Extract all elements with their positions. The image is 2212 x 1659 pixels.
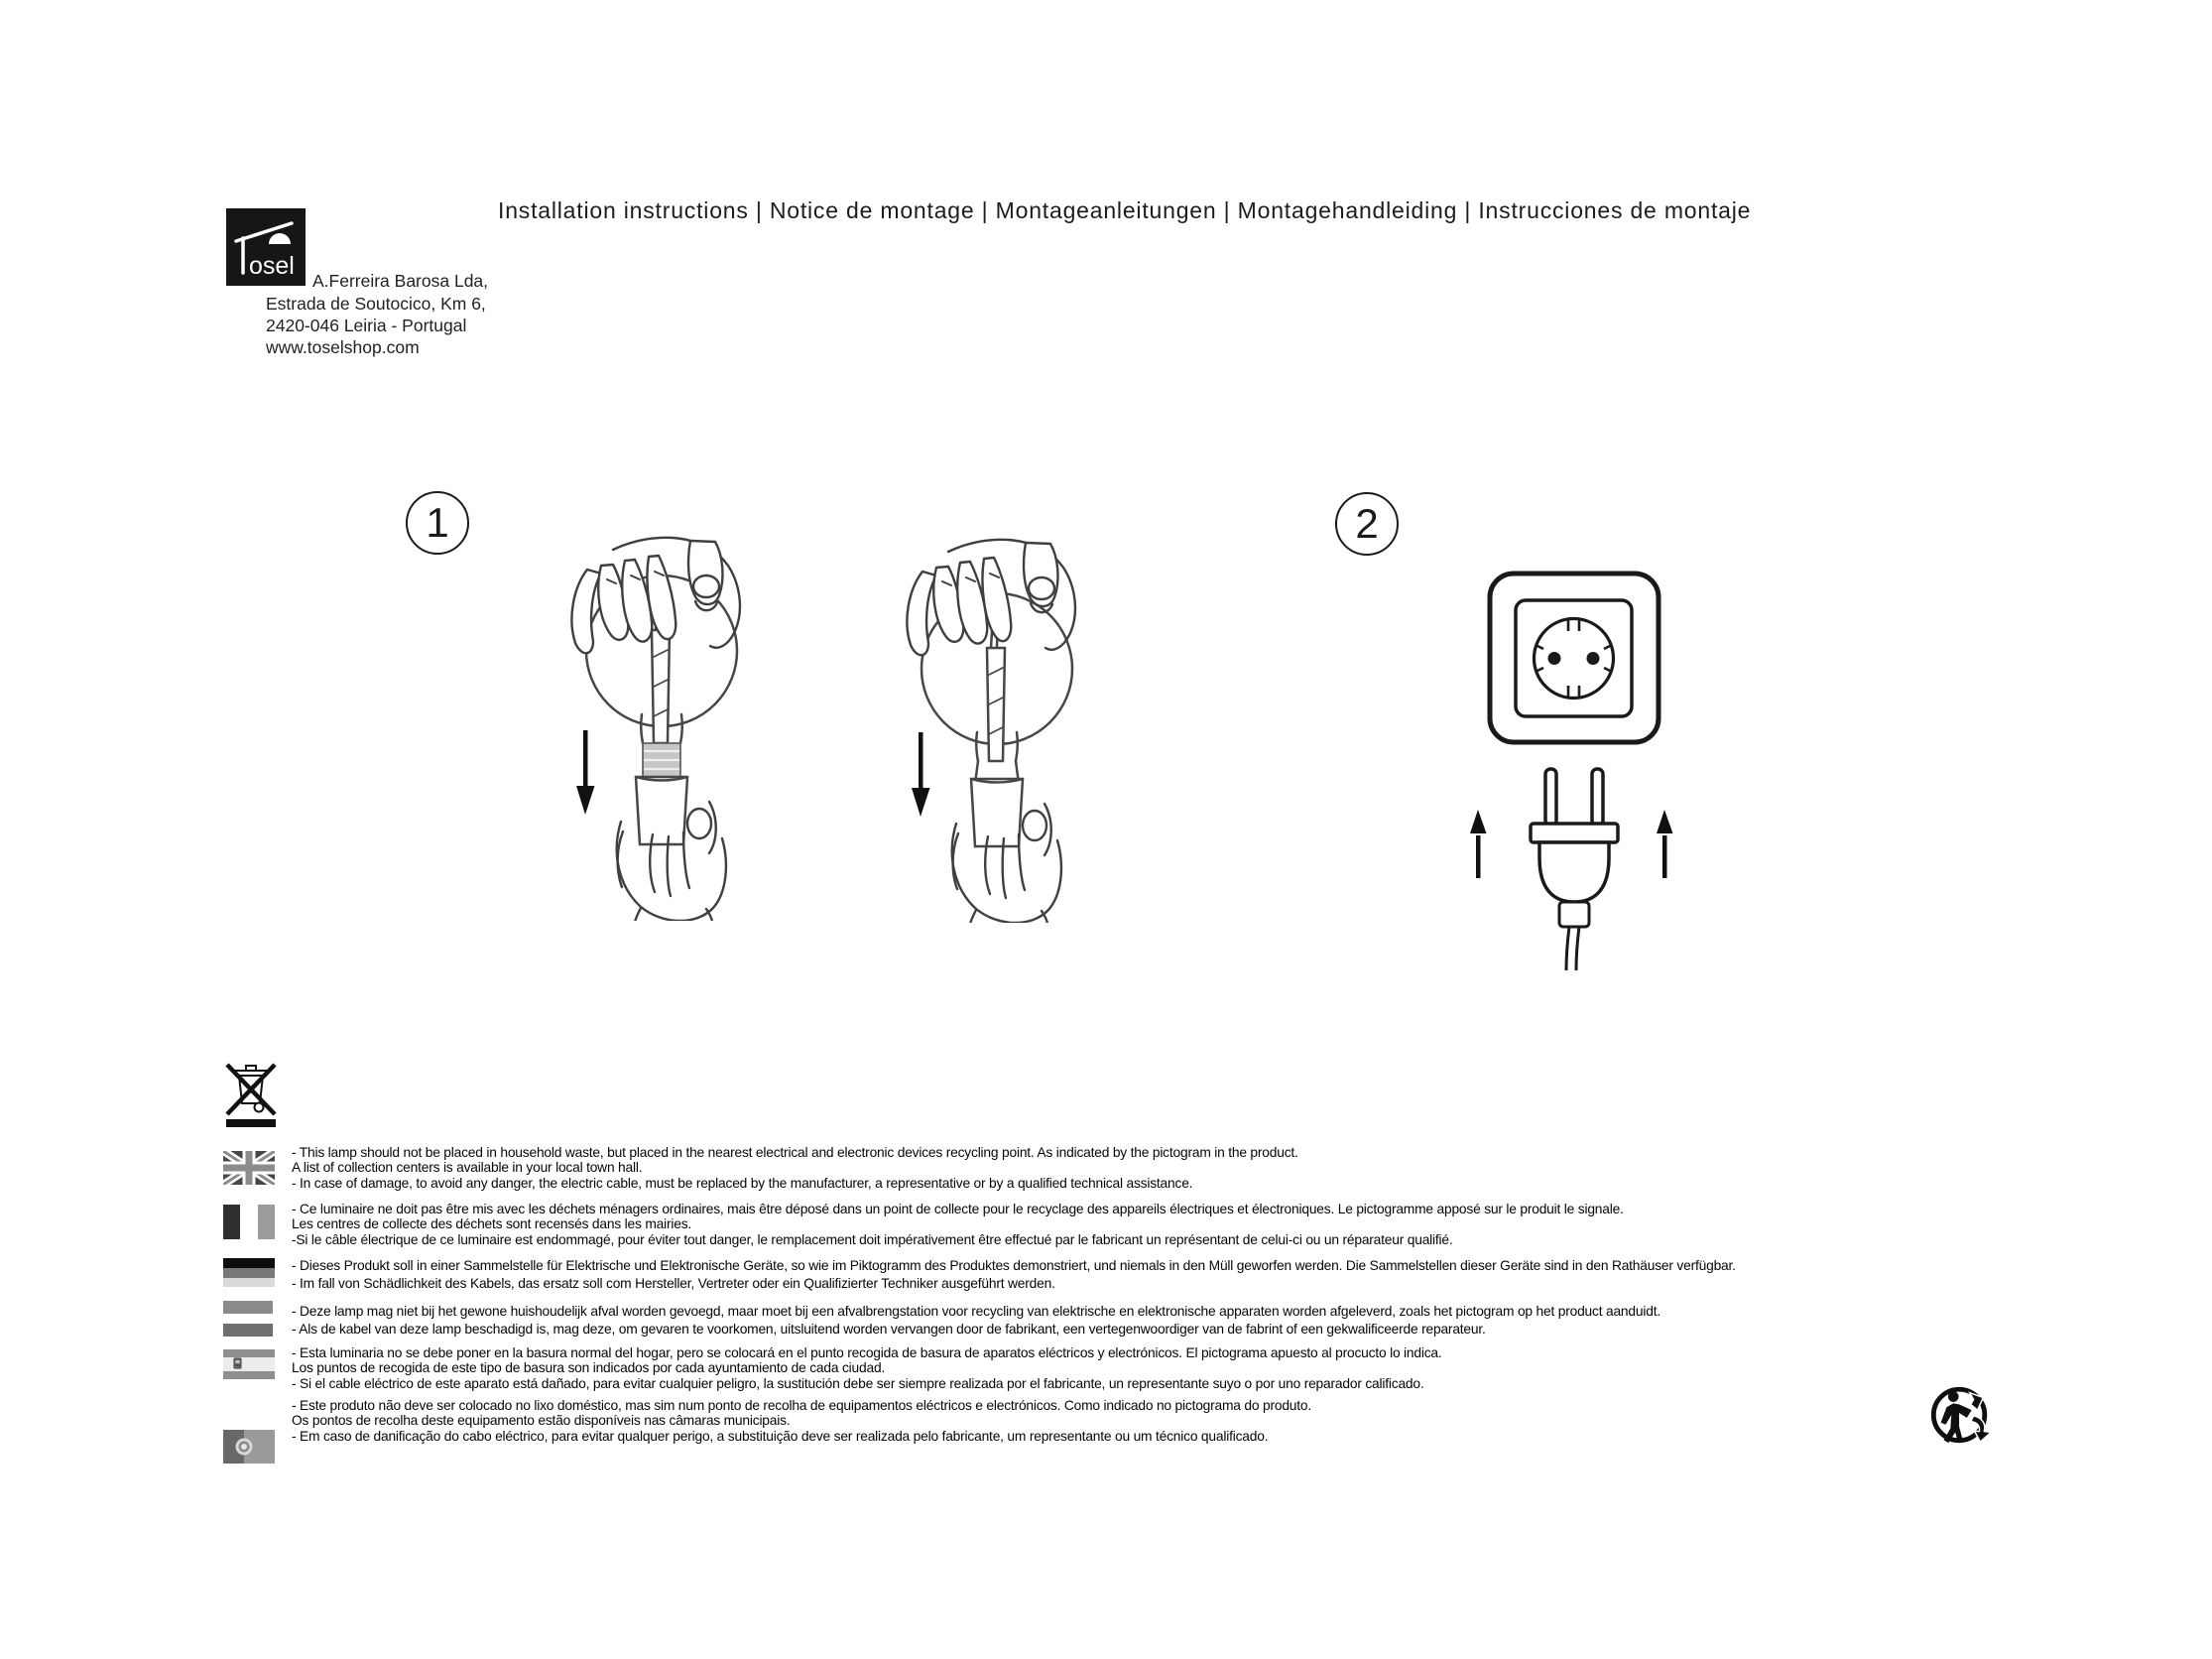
notice-line: A list of collection centers is available in your local town hall.	[292, 1160, 643, 1176]
bulb-insert-illustration-2	[893, 536, 1091, 928]
step-1-number: 1	[426, 499, 449, 546]
notice-portuguese	[292, 1398, 1311, 1444]
notice-line: - Als de kabel van deze lamp beschadigd is, mag deze, om gevaren te voorkomen, uitsluitend worden vervangen door de fabrikant, een vertegenwoordiger van de fabrint of een gekwalificeerde reparateur.	[292, 1322, 1486, 1338]
page-title: Installation instructions | Notice de montage | Montageanleitungen | Montagehandleiding | Instrucciones de montaje	[498, 197, 1752, 223]
step-1-badge	[406, 491, 469, 555]
france-flag-icon	[223, 1205, 275, 1239]
logo-brand-text: osel	[249, 252, 295, 280]
notice-line: - Ce luminaire ne doit pas être mis avec les déchets ménagers ordinaires, mais être déposé dans un point de collecte pour le recyclage des appareils électriques et électroniques. Le pictogramme apposé sur le produit le signale.	[292, 1202, 1624, 1216]
notice-line: - In case of damage, to avoid any danger, the electric cable, must be replaced by the manufacturer, a representative or by a qualified technical assistance.	[292, 1175, 1193, 1191]
triman-logo	[1927, 1381, 1995, 1454]
spain-coat-of-arms-icon	[233, 1357, 242, 1375]
step-2-badge	[1335, 492, 1399, 556]
hand-screwing-bulb-icon	[893, 536, 1091, 923]
tosel-logo	[226, 208, 306, 291]
crossed-out-wheelie-bin-icon	[224, 1058, 278, 1129]
socket-plug-illustration	[1443, 556, 1701, 977]
netherlands-flag-icon	[223, 1301, 273, 1337]
notice-line: Os pontos de recolha deste equipamento estão disponíveis nas câmaras municipais.	[292, 1413, 791, 1429]
bulb-insert-illustration-1	[557, 534, 756, 926]
notice-line: - This lamp should not be placed in household waste, but placed in the nearest electrical and electronic devices recycling point. As indicated by the pictogram in the product.	[292, 1145, 1298, 1160]
down-arrow-icon	[912, 732, 930, 817]
notice-line: - Deze lamp mag niet bij het gewone huishoudelijk afval worden gevoegd, maar moet bij een afvalbrengstation voor recycling van elektrische en elektronische apparaten worden afgeleverd, zoals het pictogram op het product aanduidt.	[292, 1304, 1660, 1319]
hand-screwing-bulb-icon	[557, 534, 756, 921]
notice-french	[292, 1202, 1624, 1247]
notice-line: - Im fall von Schädlichkeit des Kabels, das ersatz soll com Hersteller, Vertreter oder ein Qualifizierter Techniker ausgeführt werden.	[292, 1276, 1055, 1292]
weee-symbol	[224, 1058, 278, 1134]
notice-line: - Si el cable eléctrico de este aparato está dañado, para evitar cualquier peligro, la sustitución debe ser siempre realizada por el fabricante, un representante suyo o por uno reparador calificado.	[292, 1375, 1424, 1391]
website-url: www.toselshop.com	[266, 337, 420, 357]
notice-line: Les centres de collecte des déchets sont recensés dans les mairies.	[292, 1216, 692, 1232]
wall-socket-icon	[1443, 556, 1701, 972]
plug-icon	[1531, 769, 1618, 970]
down-arrow-icon	[576, 730, 595, 815]
address-city: 2420-046 Leiria - Portugal	[266, 316, 467, 335]
portugal-flag-icon	[223, 1430, 275, 1464]
company-name: A.Ferreira Barosa Lda,	[312, 271, 489, 291]
notice-line: - Este produto não deve ser colocado no lixo doméstico, mas sim num ponto de recolha de equipamentos eléctricos e electrónicos. Como indicado no pictograma do produto.	[292, 1398, 1312, 1413]
notice-line: - Em caso de danificação do cabo eléctrico, para evitar qualquer perigo, a substituição deve ser realizada pelo fabricante, um representante ou um técnico qualificado.	[292, 1428, 1269, 1444]
portugal-armillary-icon	[234, 1437, 254, 1462]
notice-line: -Si le câble électrique de ce luminaire est endommagé, pour éviter tout danger, le remplacement doit impérativement être effectué par le fabricant un représentant de celui-ci ou un réparateur qualifié.	[292, 1231, 1453, 1247]
step-2-number: 2	[1355, 500, 1379, 547]
notice-german	[292, 1258, 1736, 1292]
spain-flag-icon	[223, 1349, 275, 1379]
address-street: Estrada de Soutocico, Km 6,	[266, 294, 486, 314]
tosel-lamp-logo-icon	[226, 208, 306, 286]
germany-flag-icon	[223, 1258, 275, 1287]
uk-flag-icon	[223, 1151, 275, 1185]
notice-dutch	[292, 1304, 1660, 1338]
notice-spanish	[292, 1345, 1442, 1391]
triman-recycling-icon	[1927, 1381, 1995, 1449]
notice-line: Los puntos de recogida de este tipo de basura son indicados por cada ayuntamiento de cada ciudad.	[292, 1360, 886, 1376]
notice-line: - Dieses Produkt soll in einer Sammelstelle für Elektrische und Elektronische Geräte, so wie im Piktogramm des Produktes demonstriert, und niemals in den Müll geworfen werden. Die Sammelstellen dieser Geräte sind in den Rathäuser verfügbar.	[292, 1258, 1736, 1273]
notice-line: - Esta luminaria no se debe poner en la basura normal del hogar, pero se colocará en el punto recogida de basura de aparatos eléctricos y electrónicos. El pictograma apuesto al procucto lo indica.	[292, 1345, 1442, 1360]
notice-english	[292, 1145, 1298, 1191]
